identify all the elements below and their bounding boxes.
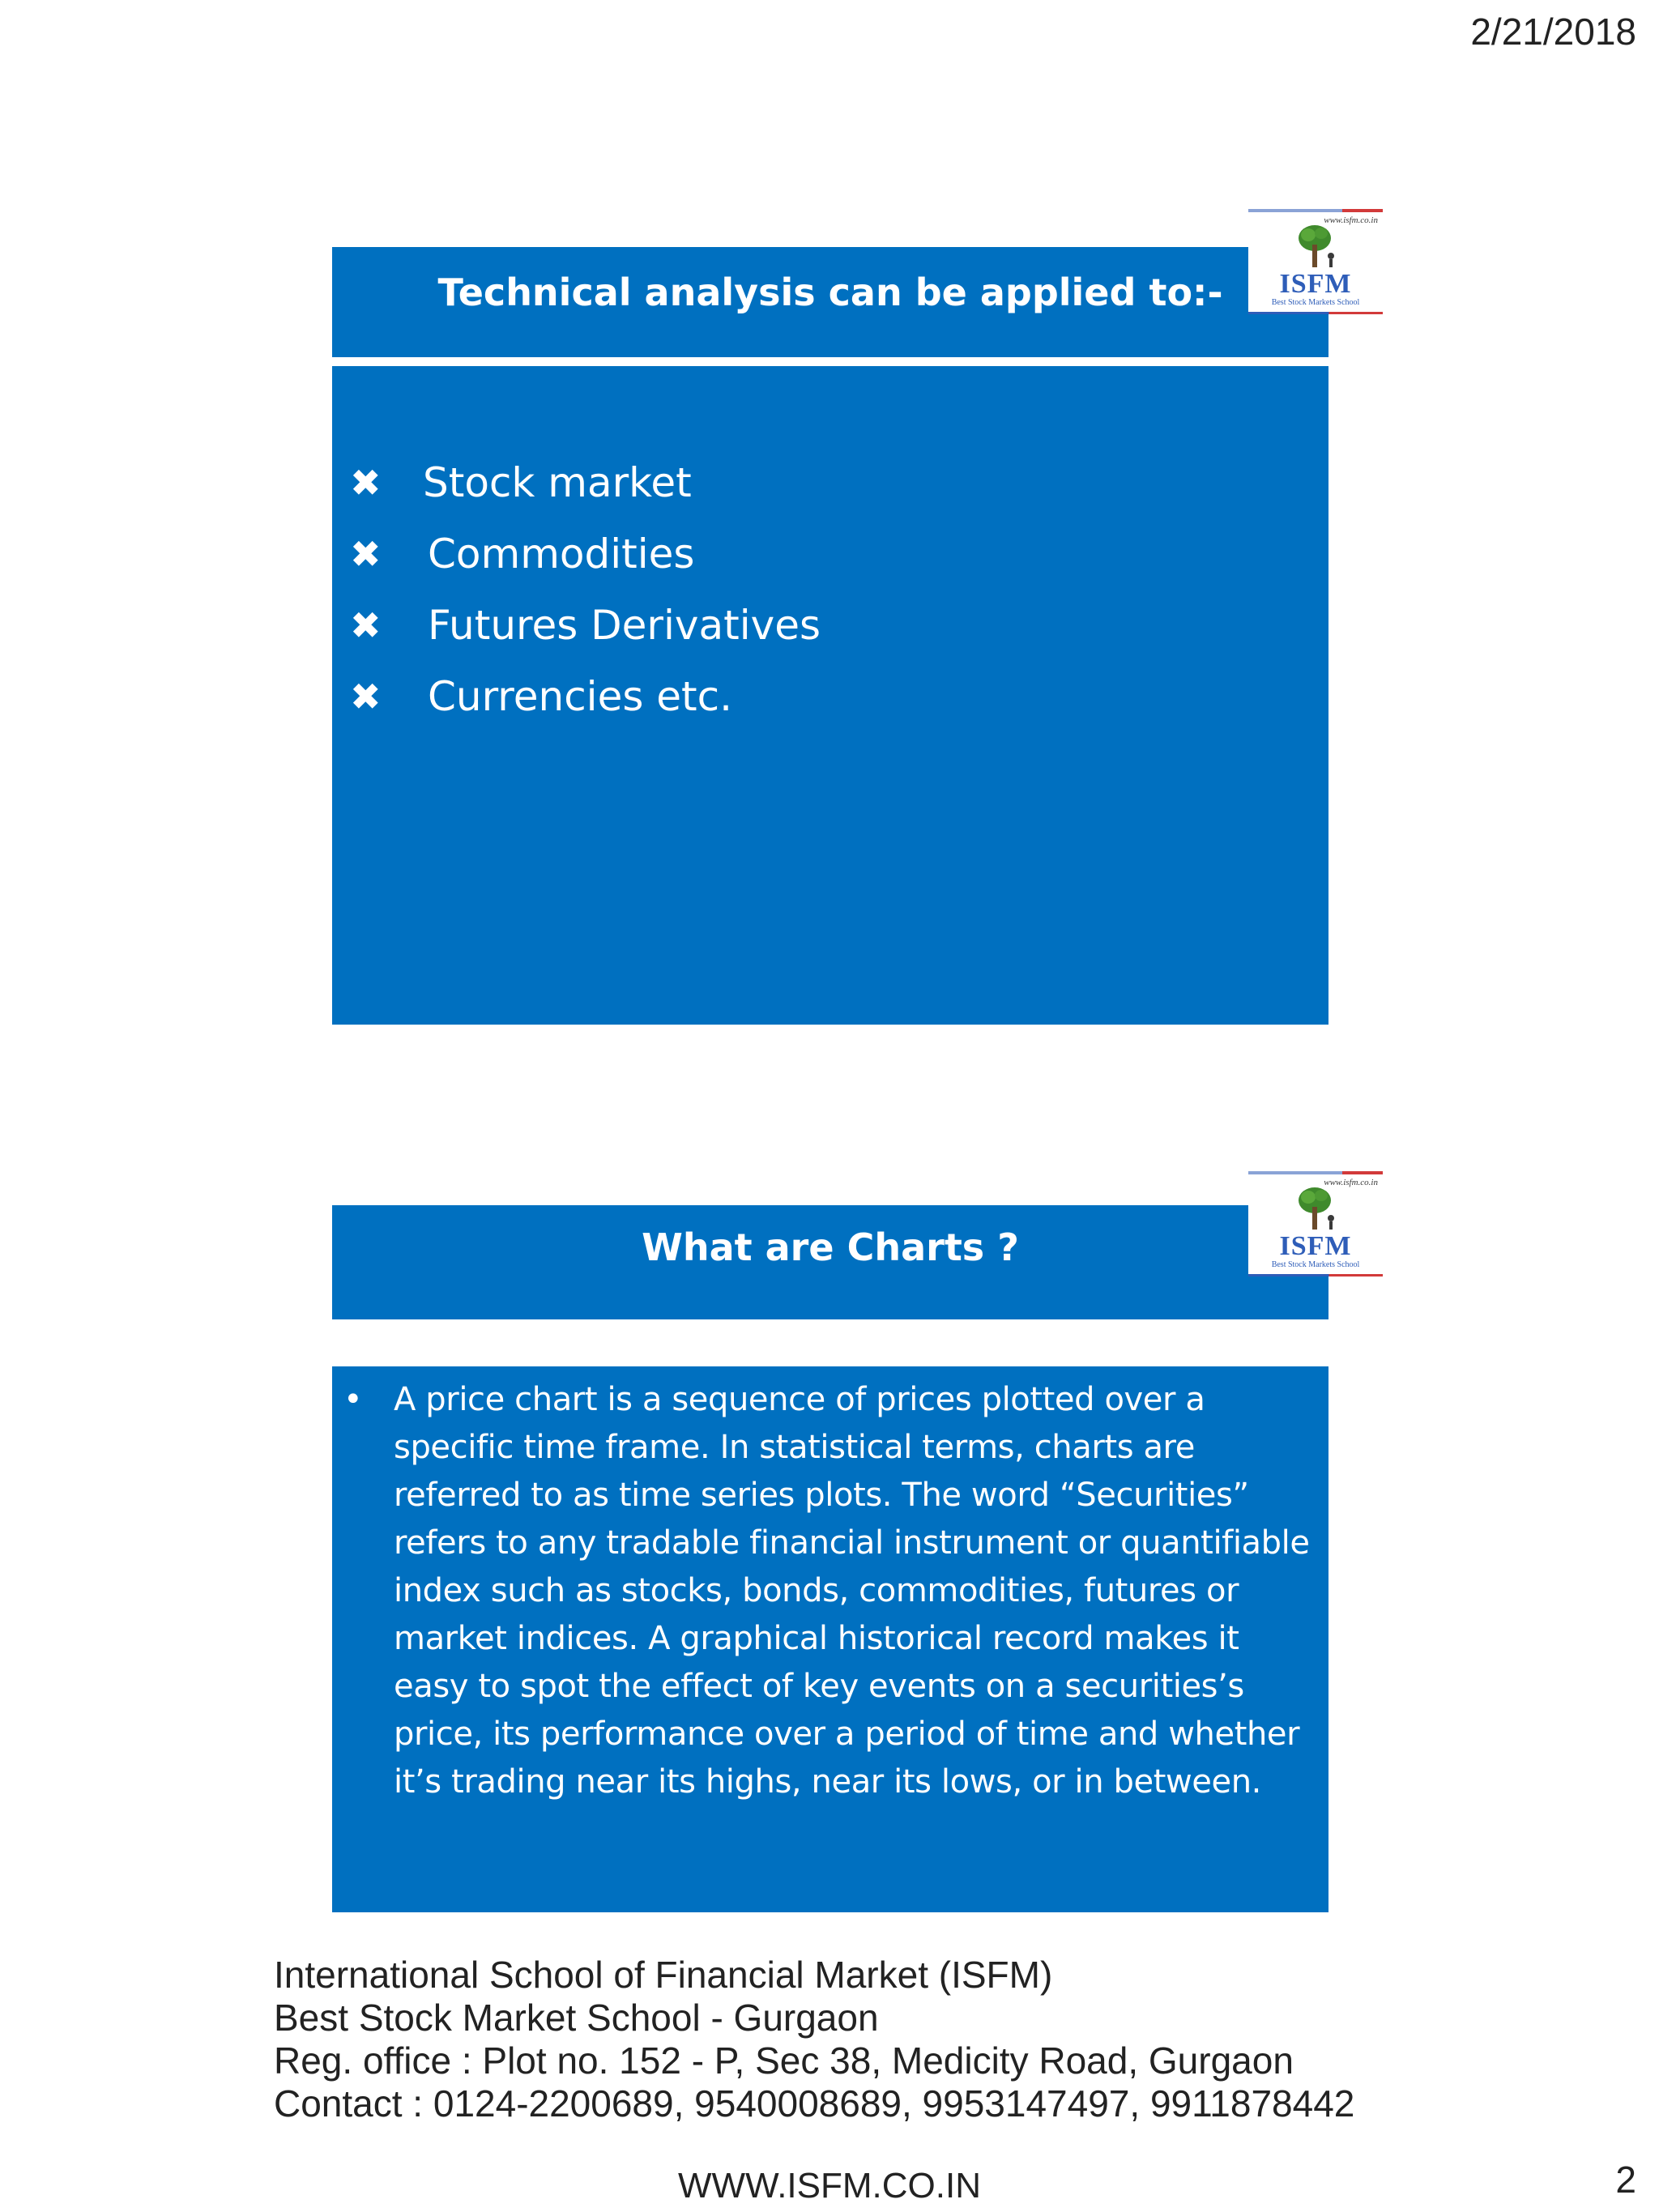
page-number: 2 bbox=[1615, 2159, 1636, 2201]
footer-line-address: Reg. office : Plot no. 152 - P, Sec 38, Medicity Road, Gurgaon bbox=[274, 2039, 1294, 2082]
list-item-label: Stock market bbox=[423, 459, 692, 506]
footer-line-school-name: International School of Financial Market (ISFM) bbox=[274, 1954, 1053, 1996]
footer-line-tagline: Best Stock Market School - Gurgaon bbox=[274, 1997, 879, 2039]
website-link[interactable]: WWW.ISFM.CO.IN bbox=[678, 2166, 981, 2206]
x-mark-icon: ✖ bbox=[350, 461, 382, 505]
list-item-label: Currencies etc. bbox=[428, 673, 733, 720]
slide-body bbox=[332, 1366, 1328, 1912]
print-date: 2/21/2018 bbox=[1470, 11, 1636, 53]
logo-brand: ISFM bbox=[1279, 1231, 1352, 1261]
logo-tagline: Best Stock Markets School bbox=[1271, 1260, 1360, 1269]
x-mark-icon: ✖ bbox=[350, 532, 382, 576]
slide-title bbox=[332, 247, 1328, 357]
bullet-icon: • bbox=[343, 1381, 363, 1418]
list-item bbox=[350, 518, 821, 590]
isfm-logo bbox=[1248, 209, 1383, 314]
slide-title-text: Technical analysis can be applied to:- bbox=[437, 271, 1223, 314]
x-mark-icon: ✖ bbox=[350, 675, 382, 718]
slide-body bbox=[332, 366, 1328, 1025]
isfm-logo bbox=[1248, 1171, 1383, 1276]
school-footer bbox=[274, 1954, 1354, 2125]
slide-title bbox=[332, 1205, 1328, 1319]
logo-brand: ISFM bbox=[1279, 269, 1352, 299]
list-item-label: Futures Derivatives bbox=[428, 602, 821, 649]
list-item bbox=[350, 661, 821, 732]
list-item bbox=[350, 590, 821, 661]
slide-title-text: What are Charts ? bbox=[642, 1225, 1019, 1269]
applied-to-list bbox=[350, 447, 821, 732]
logo-tagline: Best Stock Markets School bbox=[1271, 298, 1360, 307]
list-item-label: Commodities bbox=[428, 531, 695, 578]
paragraph-block bbox=[343, 1376, 1317, 1806]
charts-paragraph: A price chart is a sequence of prices plotted over a specific time frame. In statistical terms, charts are referred to as time series plots. The word “Securities” refers to any tradable financial instrument or quantifiable index such as stocks, bonds, commodities, futures or market indices. A graphical historical record makes it easy to spot the effect of key events on a securities’s price, its performance over a period of time and whether it’s trading near its highs, near its lows, or in between. bbox=[394, 1381, 1310, 1801]
footer-line-contact: Contact : 0124-2200689, 9540008689, 9953147497, 9911878442 bbox=[274, 2082, 1355, 2125]
x-mark-icon: ✖ bbox=[350, 603, 382, 647]
list-item bbox=[350, 447, 821, 518]
logo-url: www.isfm.co.in bbox=[1324, 215, 1378, 225]
logo-url: www.isfm.co.in bbox=[1324, 1178, 1378, 1187]
